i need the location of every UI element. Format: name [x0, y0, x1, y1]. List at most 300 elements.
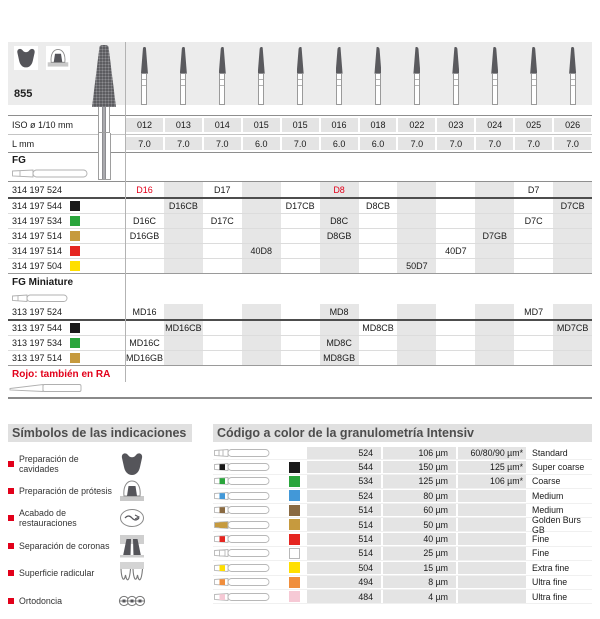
code-cell [359, 244, 398, 258]
code-cell [359, 182, 398, 197]
featured-bur-image [92, 45, 116, 180]
bur-code: D16 [136, 184, 153, 195]
grit-color-chip [70, 353, 80, 363]
grit-extra-cell [458, 490, 526, 502]
bur-code: D16C [132, 216, 156, 226]
iso-value-cell: 015 [243, 118, 280, 132]
bur-cone [491, 47, 498, 74]
code-cell [164, 229, 203, 243]
bur-diamond-cone [92, 45, 116, 107]
code-cell [514, 199, 553, 213]
code-cell [397, 244, 436, 258]
code-cell [359, 199, 398, 213]
bur-shank-band [298, 80, 302, 86]
fg-table [8, 182, 592, 274]
code-cell [553, 229, 592, 243]
code-cell [125, 351, 164, 365]
code-cell [397, 336, 436, 350]
grit-bur-icon-cell [213, 460, 289, 473]
code-cell [397, 199, 436, 213]
grit-color-chip [289, 476, 300, 487]
bur-cone [297, 47, 304, 74]
code-cell [281, 336, 320, 350]
code-cell [475, 336, 514, 350]
red-bullet [8, 543, 14, 549]
indication-label: Preparación de cavidades [19, 453, 79, 474]
grit-bur-icon-cell [213, 518, 289, 531]
fg-miniature-row [8, 304, 592, 321]
bur-code: MD8C [326, 338, 352, 348]
bur-column [281, 42, 320, 105]
iso-value-cell: 013 [165, 118, 202, 132]
bur-image [374, 47, 381, 105]
article-number: 313 197 534 [12, 338, 63, 348]
cavity-prep-icon [118, 451, 146, 477]
fg-miniature-row [8, 321, 592, 336]
code-cell [242, 336, 281, 350]
grit-chip-cell [289, 504, 306, 517]
bur-shank [98, 133, 111, 180]
code-cell [164, 321, 203, 335]
grit-color-chip [70, 261, 80, 271]
bur-shank [414, 74, 420, 105]
iso-value-cell: 015 [282, 118, 319, 132]
code-cell [242, 321, 281, 335]
grit-color-chip [70, 323, 80, 333]
code-cell [164, 199, 203, 213]
code-cell [397, 182, 436, 197]
cavity-prep-icon [14, 46, 38, 70]
code-cell [397, 229, 436, 243]
grit-name-cell: Golden Burs GB [532, 514, 581, 535]
restoration-finishing-icon [118, 505, 146, 531]
restoration-finishing-icon [118, 505, 146, 531]
bur-code: D17 [214, 184, 231, 195]
indication-label: Preparación de prótesis [19, 486, 112, 497]
article-cell [8, 321, 125, 335]
grit-chip-cell [289, 460, 306, 473]
bur-code: 40D7 [445, 246, 467, 256]
code-cell [125, 214, 164, 228]
code-cell [125, 304, 164, 319]
root-surface-icon [118, 560, 146, 586]
length-values [125, 135, 592, 152]
symbols-panel-title: Símbolos de las indicaciones [8, 424, 192, 442]
code-cell [359, 304, 398, 319]
bur-cone [258, 47, 265, 74]
fg-row [8, 182, 592, 199]
grit-color-chip [289, 577, 300, 588]
code-cells [125, 351, 592, 365]
code-cell [475, 229, 514, 243]
bur-code: MD16 [132, 306, 157, 317]
bur-column [553, 42, 592, 105]
code-cell [320, 199, 359, 213]
code-cells [125, 321, 592, 335]
bur-code: D16GB [129, 231, 160, 241]
grit-size-cell: 50 µm [383, 518, 456, 530]
bur-shank-band [493, 80, 497, 86]
grit-bur-icon-cell [213, 561, 289, 574]
grit-chip-cell [289, 518, 306, 531]
cavity-prep-icon [14, 46, 38, 70]
code-cell [436, 214, 475, 228]
length-value-cell: 7.0 [515, 137, 552, 150]
code-cell [436, 182, 475, 197]
length-value-cell: 6.0 [321, 137, 358, 150]
bur-catalog-panel [8, 42, 592, 382]
grit-bur-profile-icon [213, 519, 271, 531]
iso-value-cell: 024 [476, 118, 513, 132]
code-cell [514, 244, 553, 258]
article-cell [8, 244, 125, 258]
code-cell [514, 304, 553, 319]
code-cell [242, 182, 281, 197]
code-cell [397, 214, 436, 228]
series-number: 855 [14, 88, 33, 100]
bur-column [514, 42, 553, 105]
grit-bur-icon-cell [213, 489, 289, 502]
iso-value-cell: 022 [398, 118, 435, 132]
iso-value-cell: 016 [321, 118, 358, 132]
red-bullet [8, 598, 14, 604]
code-cell [320, 229, 359, 243]
grit-name-cell: Super coarse [532, 462, 585, 473]
grit-size-cell: 150 µm [383, 461, 456, 473]
bur-cone [336, 47, 343, 74]
grit-bur-profile-icon [213, 591, 271, 603]
article-number: 314 197 504 [12, 261, 63, 271]
iso-value-cell: 014 [204, 118, 241, 132]
root-surface-icon [118, 560, 146, 586]
indication-item [8, 532, 208, 559]
bur-image [413, 47, 420, 105]
grit-code-cell: 504 [307, 562, 381, 574]
grit-extra-cell [458, 518, 526, 530]
grit-name-cell: Medium [532, 505, 564, 516]
code-cell [514, 259, 553, 273]
grit-size-cell: 125 µm [383, 475, 456, 487]
iso-value-cell: 023 [437, 118, 474, 132]
article-cell [8, 199, 125, 213]
bur-cone [413, 47, 420, 74]
grit-row [213, 514, 592, 535]
grit-color-chip [289, 591, 300, 602]
article-number: 314 197 544 [12, 201, 63, 211]
indication-item [8, 505, 208, 532]
article-number: 314 197 534 [12, 216, 63, 226]
bur-shank [570, 74, 576, 105]
bur-image [530, 47, 537, 105]
cavity-prep-icon [118, 451, 146, 477]
grit-bur-profile-icon [213, 504, 271, 516]
bur-shank-band [259, 80, 263, 86]
grit-row [213, 576, 592, 590]
fg-row [8, 214, 592, 229]
ra-bur-profile-drawing [9, 382, 85, 394]
indication-label: Superficie radicular [19, 568, 95, 579]
code-cell [164, 351, 203, 365]
code-cell [203, 259, 242, 273]
fg-miniature-row [8, 336, 592, 351]
article-cell [8, 229, 125, 243]
code-cell [281, 244, 320, 258]
grit-row [213, 489, 592, 503]
code-cell [164, 336, 203, 350]
code-cell [436, 321, 475, 335]
code-cell [281, 182, 320, 197]
bur-code: MD7 [524, 306, 544, 317]
grit-color-chip [70, 231, 80, 241]
article-number: 313 197 524 [12, 306, 63, 317]
code-cell [242, 259, 281, 273]
code-cell [553, 336, 592, 350]
code-cells [125, 182, 592, 197]
code-cell [475, 351, 514, 365]
code-cells [125, 244, 592, 258]
grit-bur-icon-cell [213, 590, 289, 603]
code-cell [203, 244, 242, 258]
code-cell [320, 304, 359, 319]
grit-size-cell: 40 µm [383, 533, 456, 545]
length-value-cell: 6.0 [243, 137, 280, 150]
length-value-cell: 7.0 [398, 137, 435, 150]
bur-code: D8 [333, 184, 345, 195]
code-cell [436, 351, 475, 365]
crown-prep-icon [46, 46, 70, 70]
bur-cone [374, 47, 381, 74]
bur-shank [258, 74, 264, 105]
code-cell [475, 214, 514, 228]
code-cell [514, 321, 553, 335]
bur-code: D16CB [168, 201, 198, 211]
code-cells [125, 259, 592, 273]
code-cell [359, 321, 398, 335]
iso-row-label: ISO ø 1/10 mm [12, 120, 74, 130]
grit-bur-icon-cell [213, 504, 289, 517]
code-cell [359, 229, 398, 243]
code-cell [203, 199, 242, 213]
code-cell [475, 199, 514, 213]
code-cell [553, 259, 592, 273]
grit-row [213, 590, 592, 604]
bur-column [164, 42, 203, 105]
grit-color-chip [70, 216, 80, 226]
orthodontics-icon [118, 588, 146, 614]
code-cell [242, 229, 281, 243]
code-cell [475, 321, 514, 335]
grit-row [213, 561, 592, 575]
code-cell [242, 244, 281, 258]
article-cell [8, 351, 125, 365]
grit-chip-cell [289, 446, 306, 459]
code-cells [125, 304, 592, 319]
bur-code: D8CB [365, 201, 390, 211]
article-number: 314 197 514 [12, 246, 63, 256]
bur-code: D7CB [560, 201, 585, 211]
grit-color-code-panel [213, 424, 592, 604]
bur-column [242, 42, 281, 105]
code-cell [320, 321, 359, 335]
grit-name-cell: Fine [532, 534, 550, 545]
grit-bur-profile-icon [213, 547, 271, 559]
length-value-cell: 7.0 [437, 137, 474, 150]
length-row-label: L mm [12, 138, 35, 149]
bur-shank-band [142, 80, 146, 86]
length-value-cell: 7.0 [204, 137, 241, 150]
grit-color-chip [70, 246, 80, 256]
grit-bur-icon-cell [213, 576, 289, 589]
bur-shank [180, 74, 186, 105]
code-cell [281, 351, 320, 365]
code-cell [125, 229, 164, 243]
code-cell [436, 229, 475, 243]
code-cell [281, 199, 320, 213]
crown-separation-icon [118, 533, 146, 559]
grit-code-cell: 494 [307, 576, 381, 588]
grit-code-cell: 514 [307, 518, 381, 530]
code-cell [281, 214, 320, 228]
code-cell [359, 259, 398, 273]
bur-image [180, 47, 187, 105]
code-cell [514, 336, 553, 350]
bur-column [436, 42, 475, 105]
grit-bur-icon-cell [213, 475, 289, 488]
red-bullet [8, 515, 14, 521]
code-cell [125, 259, 164, 273]
grit-code-cell: 514 [307, 547, 381, 559]
grit-extra-cell [458, 562, 526, 574]
bur-cone [219, 47, 226, 74]
indication-label: Ortodoncia [19, 595, 63, 606]
red-bullet [8, 570, 14, 576]
bur-image [452, 47, 459, 105]
red-bullet [8, 461, 14, 467]
bur-shank-band [337, 80, 341, 86]
code-cells [125, 336, 592, 350]
bur-shank [141, 74, 147, 105]
grit-chip-cell [289, 590, 306, 603]
code-cell [125, 244, 164, 258]
bur-code: D8C [330, 216, 349, 226]
iso-value-cell: 018 [360, 118, 397, 132]
bur-code: MD8GB [323, 353, 356, 363]
bur-code: MD8CB [362, 323, 394, 333]
bur-cone [141, 47, 148, 74]
bur-shank-band [415, 80, 419, 86]
code-cell [397, 321, 436, 335]
code-cell [359, 351, 398, 365]
bur-image [491, 47, 498, 105]
grit-extra-cell: 125 µm* [458, 461, 526, 473]
code-cell [553, 321, 592, 335]
grit-bur-profile-icon [213, 475, 271, 487]
grit-chip-cell [289, 475, 306, 488]
fg-bur-profile-drawing [11, 168, 91, 179]
length-value-cell: 7.0 [476, 137, 513, 150]
grit-name-cell: Ultra fine [532, 591, 568, 602]
bur-column [359, 42, 398, 105]
bur-code: 40D8 [250, 246, 272, 256]
code-cell [242, 304, 281, 319]
fg-row [8, 199, 592, 214]
code-cell [436, 259, 475, 273]
orthodontics-icon [118, 588, 146, 614]
grit-chip-cell [289, 576, 306, 589]
grit-color-chip [289, 462, 300, 473]
grit-bur-profile-icon [213, 461, 271, 473]
grit-bur-profile-icon [213, 562, 271, 574]
bur-code: MD8 [329, 306, 349, 317]
article-number: 314 197 514 [12, 231, 63, 241]
code-cell [436, 244, 475, 258]
length-value-cell: 7.0 [126, 137, 163, 150]
grit-row [213, 446, 592, 460]
iso-value-cell: 025 [515, 118, 552, 132]
fg-miniature-header [8, 274, 592, 304]
code-cell [359, 336, 398, 350]
bur-shank [492, 74, 498, 105]
fg-row [8, 259, 592, 274]
grit-color-chip [289, 534, 300, 545]
grit-color-chip [70, 338, 80, 348]
bur-image [258, 47, 265, 105]
code-cell [203, 321, 242, 335]
code-cells [125, 229, 592, 243]
code-cell [553, 351, 592, 365]
grit-extra-cell: 106 µm* [458, 475, 526, 487]
code-cell [553, 304, 592, 319]
bur-shank-core [102, 133, 106, 179]
fg-label: FG [12, 155, 26, 166]
grit-name-cell: Medium [532, 490, 564, 501]
grit-extra-cell: 60/80/90 µm* [458, 447, 526, 459]
code-cell [125, 321, 164, 335]
article-cell [8, 214, 125, 228]
grit-extra-cell [458, 504, 526, 516]
grit-name-cell: Extra fine [532, 562, 570, 573]
code-cell [164, 244, 203, 258]
grit-bur-icon-cell [213, 547, 289, 560]
grit-code-cell: 524 [307, 490, 381, 502]
red-note-row [8, 366, 592, 399]
grit-size-cell: 60 µm [383, 504, 456, 516]
bur-code: D17CB [285, 201, 315, 211]
bur-image [336, 47, 343, 105]
bur-column [475, 42, 514, 105]
grit-row [213, 532, 592, 546]
code-cell [320, 336, 359, 350]
grit-chip-cell [289, 561, 306, 574]
bur-code: 50D7 [406, 261, 428, 271]
bur-shank [336, 74, 342, 105]
code-cell [203, 351, 242, 365]
bur-code: MD7CB [556, 323, 589, 333]
bur-column [125, 42, 164, 105]
grit-extra-cell [458, 590, 526, 602]
bur-column [203, 42, 242, 105]
bur-shank-band [532, 80, 536, 86]
code-cell [320, 259, 359, 273]
fg-miniature-row [8, 351, 592, 366]
grit-name-cell: Standard [532, 447, 568, 458]
grit-size-cell: 15 µm [383, 562, 456, 574]
code-cell [281, 321, 320, 335]
code-cell [203, 304, 242, 319]
code-cell [475, 182, 514, 197]
code-cell [397, 304, 436, 319]
length-value-cell: 6.0 [360, 137, 397, 150]
